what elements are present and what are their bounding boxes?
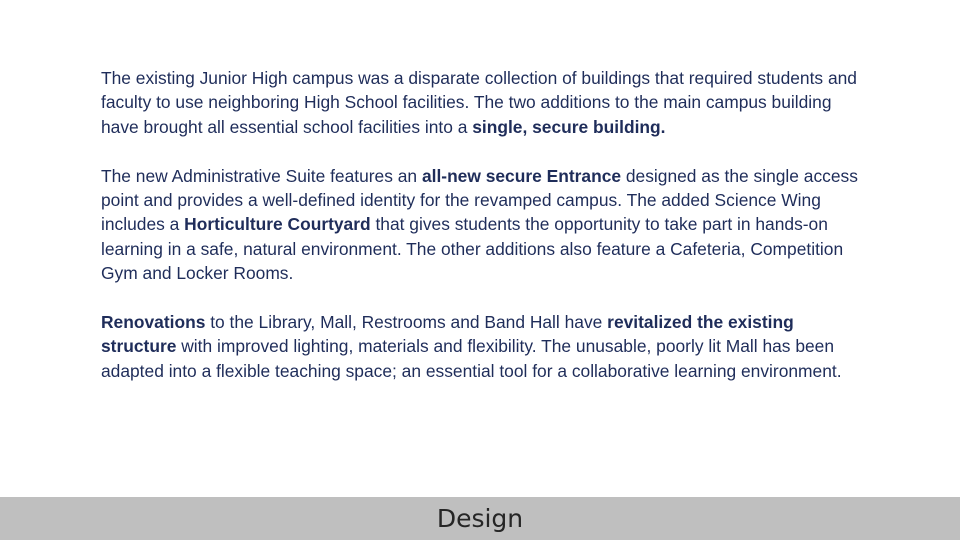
paragraph-administrative-suite [101, 164, 871, 286]
paragraph-campus-overview [101, 66, 871, 139]
text-run: The new Administrative Suite features an [101, 165, 422, 186]
emphasis-text: revitalized the existing structure [101, 312, 794, 357]
text-run: designed as the single access point and provides a well-defined identity for the revamped campus. The added Science Wing includes a [101, 165, 858, 235]
footer-label: Design [436, 504, 524, 533]
emphasis-text: Renovations [101, 312, 206, 333]
emphasis-text: Horticulture Courtyard [184, 214, 371, 235]
text-run: that gives students the opportunity to take part in hands-on learning in a safe, natural environment. The other additions also feature a Cafeteria, Competition Gym and Locker Rooms. [101, 214, 844, 284]
emphasis-text: single, secure building. [472, 116, 666, 137]
text-run: to the Library, Mall, Restrooms and Band Hall have [205, 312, 608, 333]
footer-bar [0, 497, 960, 540]
text-run: with improved lighting, materials and flexibility. The unusable, poorly lit Mall has been adapted into a flexible teaching space; an essential tool for a collaborative learning environment. [101, 336, 842, 381]
text-run: The existing Junior High campus was a disparate collection of buildings that required students and faculty to use neighboring High School facilities. The two additions to the main campus building have brought all essential school facilities into a [101, 68, 857, 137]
body-text [101, 66, 871, 408]
paragraph-renovations [101, 310, 871, 383]
emphasis-text: all-new secure Entrance [421, 165, 622, 186]
